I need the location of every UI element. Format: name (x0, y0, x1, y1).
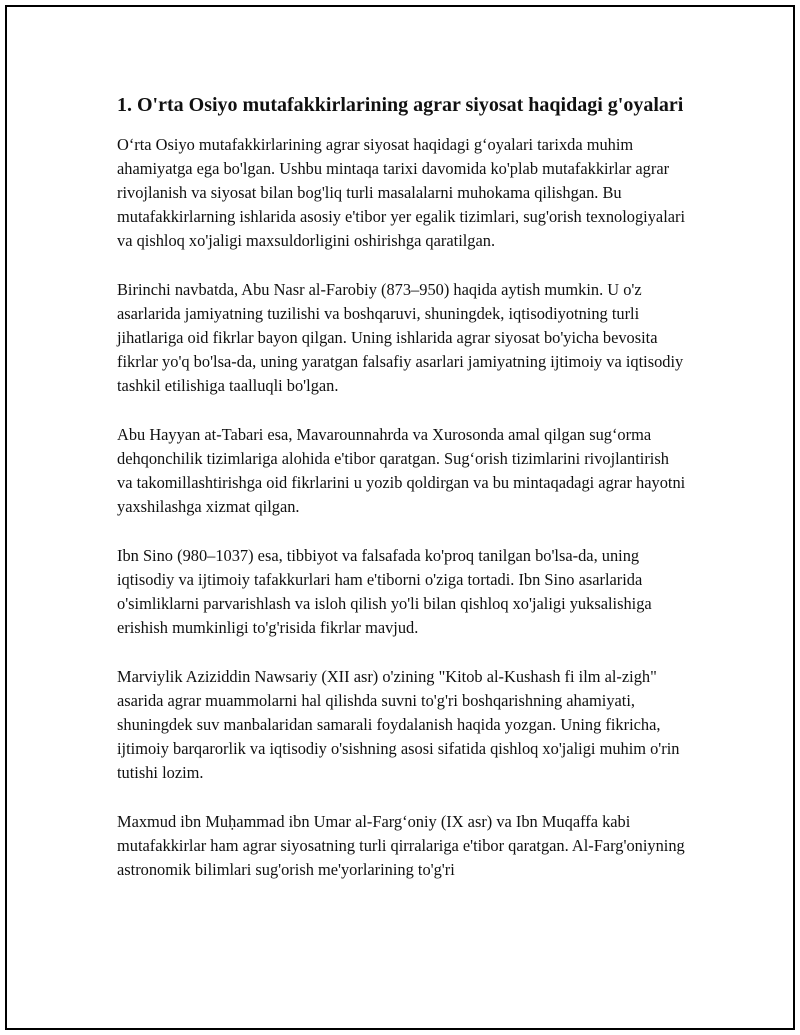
paragraph-farobiy: Birinchi navbatda, Abu Nasr al-Farobiy (873–950) haqida aytish mumkin. U o'z asarlarida jamiyatning tuzilishi va boshqaruvi, shuningdek, iqtisodiyotning turli jihatlariga oid fikrlar bayon qilgan. Uning ishlarida agrar siyosat bo'yicha bevosita fikrlar yo'q bo'lsa-da, uning yaratgan falsafiy asarlari jamiyatning ijtimoiy va iqtisodiy tashkil etilishiga taalluqli bo'lgan. (117, 280, 684, 395)
section-heading: 1. O'rta Osiyo mutafakkirlarining agrar siyosat haqidagi g'oyalari (117, 94, 684, 116)
document-body (117, 92, 687, 907)
paragraph-intro: O‘rta Osiyo mutafakkirlarining agrar siyosat haqidagi g‘oyalari tarixda muhim ahamiyatga ega bo'lgan. Ushbu mintaqa tarixi davomida ko'plab mutafakkirlar agrar rivojlanish va siyosat bilan bog'liq turli masalalarni muhokama qilishgan. Bu mutafakkirlarning ishlarida asosiy e'tibor yer egalik tizimlari, sug'orish texnologiyalari va qishloq xo'jaligi maxsuldorligini oshirishga qaratilgan. (117, 135, 686, 250)
paragraph-fargoniy: Maxmud ibn Muḥammad ibn Umar al-Farg‘oniy (IX asr) va Ibn Muqaffa kabi mutafakkirlar ham agrar siyosatning turli qirralariga e'tibor qaratgan. Al-Farg'oniyning astronomik bilimlari sug'orish me'yorlarining to'g'ri (117, 812, 685, 879)
paragraph-tabari: Abu Hayyan at-Tabari esa, Mavarounnahrda va Xurosonda amal qilgan sug‘orma dehqonchilik tizimlariga alohida e'tibor qaratgan. Sug‘orish tizimlarini rivojlantirish va takomillashtirishga oid fikrlarini u yozib qoldirgan va bu mintaqadagi agrar hayotni yaxshilashga xizmat qilgan. (117, 425, 686, 516)
paragraph-nawsariy: Marviylik Aziziddin Nawsariy (XII asr) o'zining "Kitob al-Kushash fi ilm al-zigh" asarida agrar muammolarni hal qilishda suvni to'g'ri boshqarishning ahamiyati, shuningdek suv manbalaridan samarali foydalanish haqida yozgan. Uning fikricha, ijtimoiy barqarorlik va iqtisodiy o'sishning asosi sifatida qishloq xo'jaligi muhim o'rin tutishi lozim. (117, 667, 680, 782)
paragraph-ibn-sino: Ibn Sino (980–1037) esa, tibbiyot va falsafada ko'proq tanilgan bo'lsa-da, uning iqtisodiy va ijtimoiy tafakkurlari ham e'tiborni o'ziga tortadi. Ibn Sino asarlarida o'simliklarni parvarishlash va isloh qilish yo'li bilan qishloq xo'jaligi yuksalishiga erishish mumkinligi to'g'risida fikrlar mavjud. (117, 546, 652, 637)
